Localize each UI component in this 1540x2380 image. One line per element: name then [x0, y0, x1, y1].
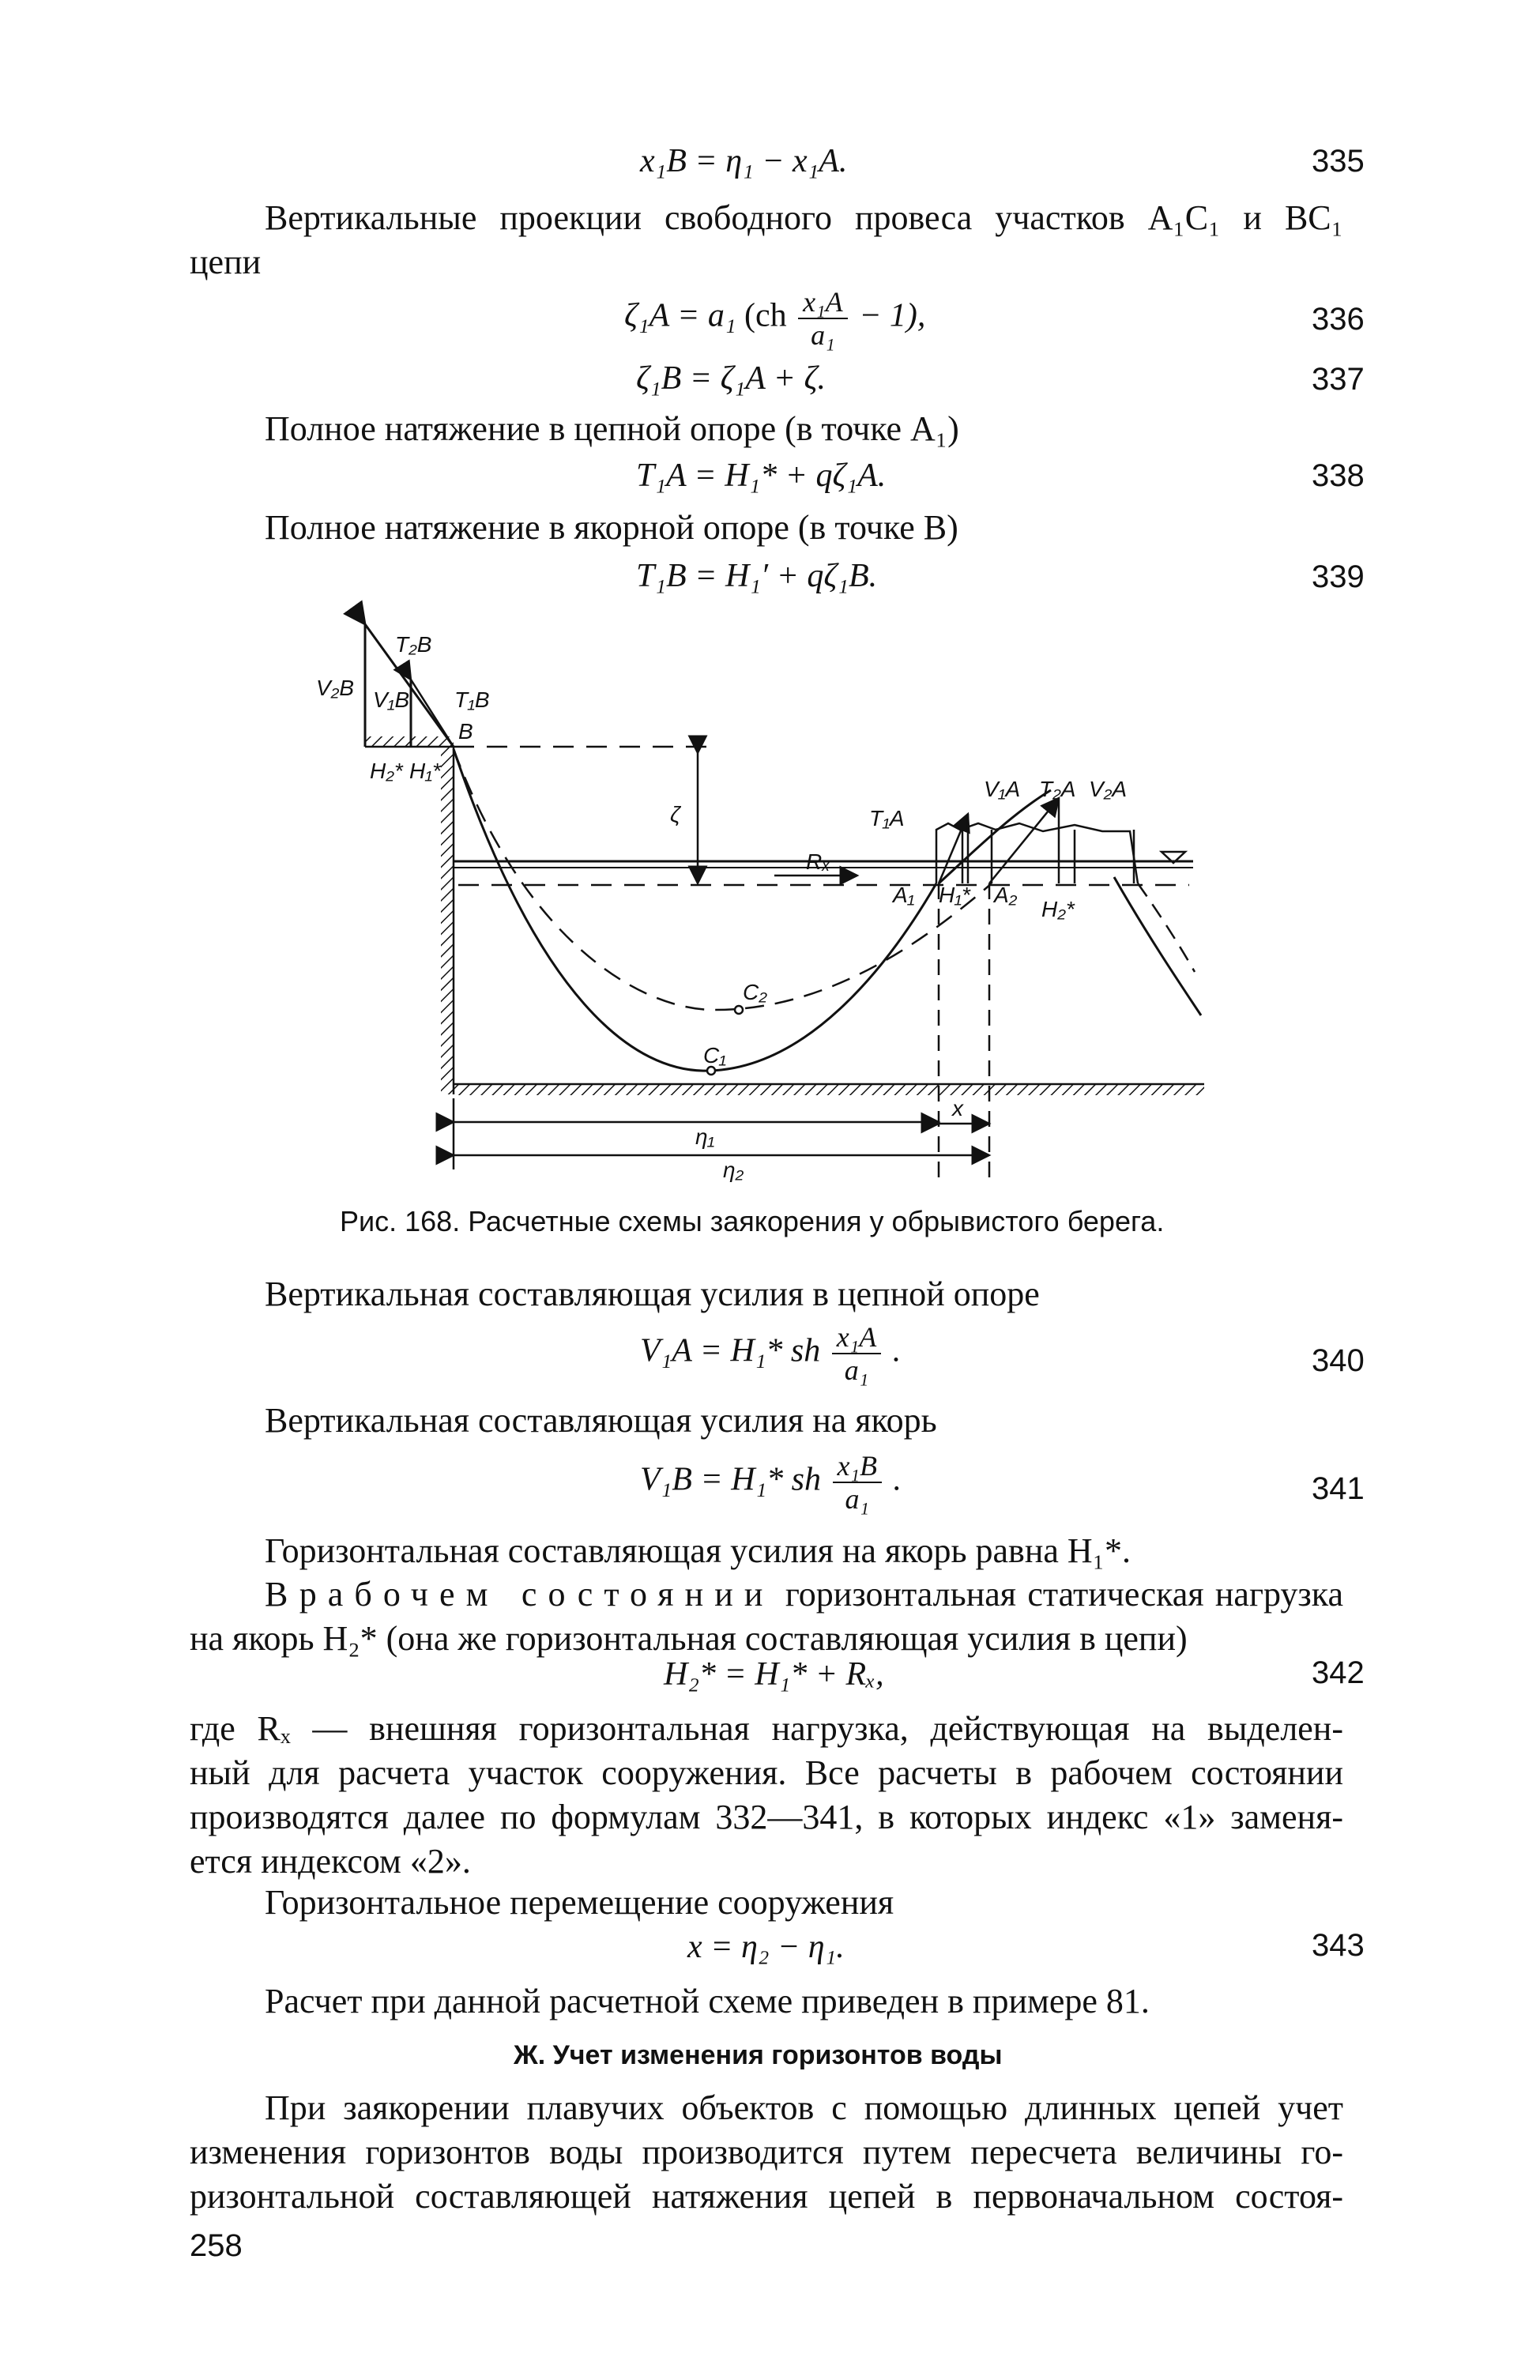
label-v2b: V₂B [316, 676, 355, 700]
label-v1b: V₁B [373, 687, 410, 712]
paragraph-example-reference: Расчет при данной расчетной схеме приведен в примере 81. [265, 1982, 1150, 2020]
equation-341 [640, 1450, 902, 1515]
equation-number: 343 [1312, 1928, 1365, 1963]
chain-right-span [1114, 877, 1201, 1015]
chain-right-span-dashed [1138, 883, 1195, 972]
paragraph-vertical-component-chain: Вертикальная составляющая усилия в цепной опоре [265, 1275, 1040, 1313]
seabed-hatch [454, 1084, 1204, 1095]
chain-up-right [939, 790, 1051, 883]
eq-lhs: ζ₁A = a₁ [624, 297, 736, 334]
equation-number: 339 [1312, 559, 1365, 594]
text-line: на якорь H₂* (она же горизонтальная составляющая усилия в цепи) [190, 1619, 1188, 1658]
t2a-vector [989, 798, 1059, 883]
figure-caption: Рис. 168. Расчетные схемы заякорения у обрывистого берега. [340, 1205, 1165, 1237]
equation-number: 340 [1312, 1343, 1365, 1378]
paragraph-horizontal-component: Горизонтальная составляющая усилия на якорь равна H₁*. [265, 1531, 1131, 1570]
t1a-vector [939, 814, 968, 883]
equation-number: 337 [1312, 362, 1365, 397]
label-h2-star: H₂* [370, 759, 403, 783]
fraction-denominator: a₁ [845, 1483, 870, 1515]
eq-lhs: V₁A = H₁* sh [640, 1332, 821, 1369]
paragraph-working-state [190, 1572, 1343, 1661]
eq-ch: (ch [744, 297, 787, 334]
fraction-numerator: x₁A [832, 1321, 881, 1354]
paragraph-horizontal-displacement: Горизонтальное перемещение сооружения [265, 1883, 894, 1922]
text-line: При заякорении плавучих объектов с помощью длинных цепей учет [265, 2088, 1343, 2127]
label-rx: Rₓ [806, 849, 830, 874]
equation-number: 342 [1312, 1655, 1365, 1690]
label-zeta: ζ [670, 802, 680, 827]
label-t1b: T₁B [454, 687, 490, 712]
equation-number: 338 [1312, 458, 1365, 493]
paragraph-full-tension-anchor: Полное натяжение в якорной опоре (в точке B) [265, 508, 958, 547]
equation-335: x₁B = η₁ − x₁A. [640, 143, 848, 179]
paragraph-where-rx [190, 1707, 1343, 1884]
equation-338: T₁A = H₁* + qζ₁A. [636, 458, 887, 494]
fraction-denominator: a₁ [844, 1354, 869, 1386]
equation-342: H₂* = H₁* + Rₓ, [664, 1656, 884, 1693]
eq-tail: − 1), [859, 297, 926, 334]
point-c2 [735, 1006, 743, 1014]
chain-curve-c1 [454, 749, 936, 1071]
point-c1 [707, 1067, 715, 1075]
equation-number: 335 [1312, 144, 1365, 179]
fraction-numerator: x₁B [833, 1450, 882, 1483]
label-c2: C₂ [743, 980, 767, 1004]
text-line: ется индексом «2». [190, 1842, 471, 1881]
text-line: производятся далее по формулам 332—341, в которых индекс «1» заменя- [190, 1798, 1343, 1836]
eq-tail: . [893, 1461, 902, 1498]
label-x: x [952, 1096, 963, 1120]
label-b: B [458, 719, 473, 744]
eq-lhs: V₁B = H₁* sh [640, 1461, 822, 1498]
label-t1a: T₁A [869, 806, 905, 830]
paragraph-full-tension-chain: Полное натяжение в цепной опоре (в точке A₁) [265, 409, 959, 448]
text-line [190, 1572, 1343, 1617]
paragraph-vertical-component-anchor: Вертикальная составляющая усилия на якорь [265, 1401, 937, 1440]
label-v2a: V₂A [1089, 777, 1128, 801]
label-a2: A₂ [994, 883, 1018, 907]
page-number: 258 [190, 2228, 243, 2263]
text-line: Вертикальные проекции свободного провеса участков A₁C₁ и BC₁ [265, 198, 1343, 237]
fraction [833, 1450, 882, 1515]
bank-wall-hatch [441, 747, 454, 1094]
eq-tail: . [892, 1332, 902, 1369]
text-spaced: рабочем состоянии [299, 1575, 774, 1614]
label-t2a: T₂A [1039, 777, 1076, 801]
label-h1-star-a: H₁* [939, 883, 970, 907]
text-line: где Rₓ — внешняя горизонтальная нагрузка, действующая на выделен- [190, 1709, 1343, 1748]
equation-number: 341 [1312, 1471, 1365, 1506]
equation-343: x = η₂ − η₁. [687, 1929, 845, 1965]
fraction [832, 1321, 881, 1386]
label-eta1: η₁ [695, 1124, 715, 1149]
paragraph-water-level-changes [190, 2086, 1343, 2219]
label-c1: C₁ [703, 1043, 727, 1068]
label-eta2: η₂ [723, 1158, 744, 1182]
text-line: ризонтальной составляющей натяжения цепей в первоначальном состоя- [190, 2177, 1343, 2216]
section-title: Ж. Учет изменения горизонтов воды [514, 2040, 1003, 2070]
chain-curve-c2 [454, 749, 992, 1010]
pontoon-outline [936, 823, 1138, 883]
text-fragment: горизонтальная статическая нагрузка [785, 1575, 1344, 1614]
fraction-denominator: a₁ [811, 319, 835, 351]
equation-340 [640, 1321, 901, 1386]
text-line: цепи [190, 243, 262, 281]
fraction-numerator: x₁A [798, 286, 847, 319]
label-h2-star-a: H₂* [1041, 897, 1075, 921]
label-h1-star: H₁* [409, 759, 441, 783]
equation-337: ζ₁B = ζ₁A + ζ. [636, 360, 826, 397]
equation-339: T₁B = H₁′ + qζ₁B. [636, 558, 878, 594]
text-fragment: В [265, 1575, 288, 1614]
label-v1a: V₁A [984, 777, 1021, 801]
text-line: изменения горизонтов воды производится путем пересчета величины го- [190, 2133, 1343, 2171]
label-a1: A₁ [893, 883, 915, 907]
equation-number: 336 [1312, 302, 1365, 337]
text-line: ный для расчета участок сооружения. Все расчеты в рабочем состоянии [190, 1753, 1343, 1792]
label-t2b: T₂B [395, 632, 432, 657]
